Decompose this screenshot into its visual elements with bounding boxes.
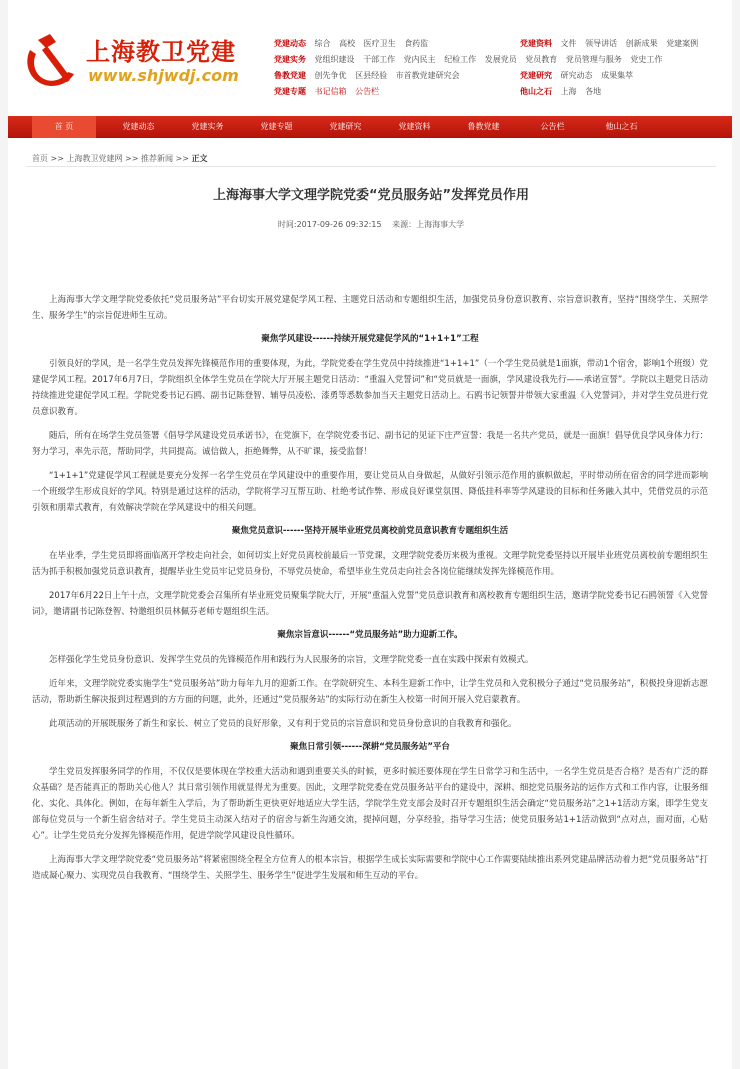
topnav-link[interactable]: 综合 xyxy=(314,39,331,48)
topnav-category[interactable]: 鲁教党建 xyxy=(274,71,306,80)
article-paragraph: 随后，所有在场学生党员签署《倡导学风建设党员承诺书》，在党旗下，在学院党委书记、副书记的见证下庄严宣誓：我是一名共产党员，就是一面旗！倡导优良学风身体力行：努力学习，率先示范，帮助同学，共同提高。诚信做人，拒绝舞弊，从不旷课，接受监督！ xyxy=(32,431,708,457)
article-paragraph: 此项活动的开展既服务了新生和家长、树立了党员的良好形象，又有利于党员的宗旨意识和党员身份意识的自我教育和强化。 xyxy=(49,719,517,729)
topnav-link[interactable]: 食药监 xyxy=(404,39,429,48)
article-time: 时间:2017-09-26 09:32:15 xyxy=(277,220,382,229)
topnav-link[interactable]: 党员管理与服务 xyxy=(565,55,622,64)
topnav-link[interactable]: 医疗卫生 xyxy=(363,39,396,48)
topnav-link[interactable]: 党内民主 xyxy=(403,55,436,64)
topnav-link[interactable]: 文件 xyxy=(560,39,577,48)
topnav-link[interactable]: 党员教育 xyxy=(525,55,558,64)
article-container xyxy=(26,140,716,1069)
article-paragraph: “1+1+1”党建促学风工程就是要充分发挥一名学生党员在学风建设中的重要作用，要让党员从自身做起，从做好引领示范作用的旗帜做起，平时带动所在宿舍的同学进而影响一个班级学生形成良好的学风。特别是通过这样的活动，学院将学习互帮互助、杜绝考试作弊、形成良好课堂氛围、降低挂科率等学风建设的目标和任务融入其中，凭借党员的示范引领和朋辈式教育，有效解决学院在学风建设中的相关问题。 xyxy=(32,471,708,513)
article-title: 上海海事大学文理学院党委“党员服务站”发挥党员作用 xyxy=(212,188,530,203)
topnav-link[interactable]: 公告栏 xyxy=(355,87,380,96)
topnav-link[interactable]: 研究动态 xyxy=(560,71,593,80)
breadcrumb-path[interactable]: 首页 >> 上海教卫党建网 >> 推荐新闻 >> xyxy=(32,154,192,163)
nav-item[interactable]: 党建研究 xyxy=(329,122,362,131)
topnav-category[interactable]: 党建研究 xyxy=(520,71,552,80)
topnav-link[interactable]: 党组织建设 xyxy=(314,55,355,64)
main-nav-bar xyxy=(8,116,732,138)
topnav-link[interactable]: 各地 xyxy=(585,87,602,96)
topnav-category[interactable]: 党建实务 xyxy=(274,55,306,64)
nav-item[interactable]: 党建动态 xyxy=(122,122,155,131)
topnav-category[interactable]: 党建资料 xyxy=(520,39,552,48)
breadcrumb-current: 正文 xyxy=(191,154,208,163)
article-body xyxy=(32,292,708,892)
article-paragraph: 学生党员发挥服务同学的作用，不仅仅是要体现在学校重大活动和遇到重要关头的时候，更多时候还要体现在学生日常学习和生活中，一名学生党员是否合格？是否有广泛的群众基础？是否能真正的帮助关心他人？其日常引领作用就显得尤为重要。因此，文理学院党委在党员服务站平台的建设中，深耕、细挖党员服务站的运作方式和工作内容，让服务细化、实化、具体化。例如，在每年新生入学后，为了帮助新生更快更好地适应大学生活，学院学生党支部会及时召开专题组织生活会确定“党员服务站”之1+1活动方案，即学生党支部每位党员与一个新生宿舍结对子。学生党员主动深入结对子的宿舍与新生沟通交流，提掉问题，分享经验，指导学习生活；使党员服务站1+1活动做到“点对点，面对面，心贴心”。让学生党员充分发挥先锋模范作用，促进学院学风建设良性循环。 xyxy=(32,767,708,841)
nav-item[interactable]: 他山之石 xyxy=(605,122,638,131)
divider xyxy=(26,166,716,167)
article-paragraph: 引领良好的学风，是一名学生党员发挥先锋模范作用的重要体现，为此，学院党委在学生党员中持续推进“1+1+1”（一个学生党员就是1面旗，带动1个宿舍，影响1个班级）党建促学风工程。2017年6月7日，学院组织全体学生党员在学院大厅开展主题党日活动：“重温入党誓词”和“党员就是一面旗，学风建设我先行——承诺宣誓”。学院以主题党日活动持续推进党建促学风工程。学院党委书记石鸥、副书记陈登智、辅导员凌松、漆勇等悉数参加当天主题党日活动上。石鸥书记领誓并带领大家重温《入党誓词》，并对学生党员进行党员意识教育。 xyxy=(32,359,709,417)
topnav-link[interactable]: 党建案例 xyxy=(666,39,699,48)
article-paragraph: 上海海事大学文理学院党委依托“党员服务站”平台切实开展党建促学风工程、主题党日活动和专题组织生活，加强党员身份意识教育、宗旨意识教育，坚持“围绕学生、关照学生、服务学生”的宗旨促进师生互动。 xyxy=(32,295,708,321)
topnav-category[interactable]: 党建专题 xyxy=(274,87,306,96)
article-paragraph: 2017年6月22日上午十点，文理学院党委会召集所有毕业班党员聚集学院大厅，开展“重温入党誓”党员意识教育和离校教育专题组织生活，邀请学院党委书记石鸥领誓《入党誓词》，邀请副书记陈登智、特邀组织员林佩芬老师专题组织生活。 xyxy=(32,591,708,617)
article-paragraph: 在毕业季，学生党员即将面临离开学校走向社会，如何切实上好党员离校前最后一节党课，文理学院党委历来极为重视。文理学院党委坚持以开展毕业班党员离校前专题组织生活为抓手积极加强党员意识教育，提醒毕业生党员牢记党员身份，不辱党员使命，希望毕业生党员走向社会各岗位能继续发挥先锋模范作用。 xyxy=(32,551,708,577)
nav-item[interactable]: 公告栏 xyxy=(540,122,565,131)
article-paragraph: 近年来，文理学院党委实施学生“党员服务站”助力每年九月的迎新工作。在学院研究生、本科生迎新工作中，让学生党员和入党积极分子通过“党员服务站”，积极投身迎新志愿活动，帮助新生解决报到过程遇到的方方面的问题，此外，还通过“党员服务站”的实际行动在新生入校第一时间开展入党启蒙教育。 xyxy=(32,679,708,705)
topnav-link[interactable]: 区县经验 xyxy=(355,71,388,80)
topnav-link[interactable]: 高校 xyxy=(339,39,356,48)
topnav-link[interactable]: 书记信箱 xyxy=(314,87,347,96)
topnav-category[interactable]: 他山之石 xyxy=(520,87,552,96)
nav-item[interactable]: 党建实务 xyxy=(191,122,224,131)
topnav-link[interactable]: 创先争优 xyxy=(314,71,347,80)
site-logo[interactable] xyxy=(16,22,264,94)
article-paragraph: 上海海事大学文理学院党委“党员服务站”将紧密围绕全程全方位育人的根本宗旨，根据学生成长实际需要和学院中心工作需要陆续推出系列党建品牌活动着力把“党员服务站”打造成凝心聚力、实现党员自我教育、“围绕学生、关照学生、服务学生”促进学生发展和师生互动的平台。 xyxy=(32,855,708,881)
topnav-link[interactable]: 纪检工作 xyxy=(444,55,477,64)
nav-item[interactable]: 党建专题 xyxy=(260,122,293,131)
top-category-nav xyxy=(274,38,730,102)
article-meta xyxy=(26,219,716,230)
page xyxy=(8,0,732,1069)
topnav-link[interactable]: 创新成果 xyxy=(625,39,658,48)
topnav-link[interactable]: 成果集萃 xyxy=(601,71,634,80)
nav-item[interactable]: 党建资料 xyxy=(398,122,431,131)
hammer-sickle-icon xyxy=(16,28,80,92)
nav-item-home[interactable]: 首 页 xyxy=(32,116,96,138)
section-heading: 聚焦党员意识------坚持开展毕业班党员离校前党员意识教育专题组织生活 xyxy=(231,526,509,536)
logo-title: 上海教卫党建 xyxy=(86,37,236,66)
topnav-link[interactable]: 上海 xyxy=(560,87,577,96)
site-header xyxy=(8,0,732,112)
topnav-link[interactable]: 发展党员 xyxy=(484,55,517,64)
topnav-link[interactable]: 领导讲话 xyxy=(585,39,618,48)
nav-item[interactable]: 鲁教党建 xyxy=(467,122,500,131)
topnav-link[interactable]: 干部工作 xyxy=(363,55,396,64)
article-paragraph: 怎样强化学生党员身份意识、发挥学生党员的先锋模范作用和践行为人民服务的宗旨，文理学院党委一直在实践中探索有效模式。 xyxy=(49,655,534,665)
breadcrumb xyxy=(32,153,207,164)
article-source: 来源：上海海事大学 xyxy=(392,220,465,229)
topnav-category[interactable]: 党建动态 xyxy=(274,39,306,48)
logo-url: www.shjwdj.com xyxy=(88,66,239,85)
section-heading: 聚焦日常引领------深耕“党员服务站”平台 xyxy=(290,742,450,752)
section-heading: 聚焦学风建设------持续开展党建促学风的“1+1+1”工程 xyxy=(261,334,479,344)
topnav-link[interactable]: 市首教党建研究会 xyxy=(395,71,460,80)
section-heading: 聚焦宗旨意识------“党员服务站”助力迎新工作。 xyxy=(277,630,463,640)
topnav-link[interactable]: 党史工作 xyxy=(630,55,663,64)
